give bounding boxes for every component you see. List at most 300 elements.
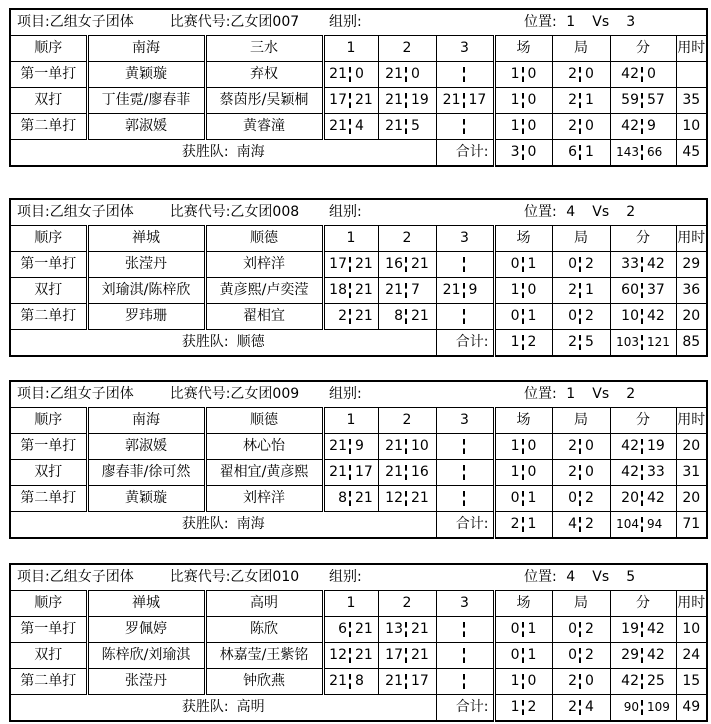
score-left: 18 [329, 282, 347, 298]
score-left: 17 [329, 92, 347, 108]
table-row [10, 460, 707, 486]
score-right: 21 [411, 308, 429, 324]
score-left: 8 [394, 308, 403, 324]
col-team-a: 南海 [87, 408, 205, 434]
score-left: 2 [568, 118, 577, 134]
score-right: 0 [527, 144, 537, 160]
position-cell [494, 564, 707, 591]
score-pair [379, 486, 436, 511]
column-header-row [10, 36, 707, 62]
row-player-b: 刘梓洋 [205, 252, 323, 278]
score-left: 6 [338, 621, 347, 637]
score-right: 42 [647, 308, 665, 324]
total-label: 合计: [436, 512, 494, 539]
row-field [494, 617, 552, 643]
winner-team: 南海 [236, 144, 265, 160]
row-field [494, 434, 552, 460]
col-game-3: 3 [436, 408, 494, 434]
score-pair [379, 304, 436, 329]
score-right: 0 [527, 464, 537, 480]
total-points [610, 140, 676, 167]
score-right: 21 [355, 256, 373, 272]
row-field [494, 114, 552, 140]
score-pair [325, 486, 378, 511]
col-team-b: 顺德 [205, 408, 323, 434]
winner-cell [10, 330, 436, 357]
position-cell [494, 381, 707, 408]
score-pair [325, 278, 378, 303]
score-pair [496, 330, 552, 355]
score-pair [611, 62, 676, 87]
position-b: 5 [626, 569, 636, 585]
row-player-b: 林心怡 [205, 434, 323, 460]
score-right: 0 [527, 118, 537, 134]
row-field [494, 460, 552, 486]
score-right: 21 [355, 308, 373, 324]
score-left: 1 [510, 438, 520, 454]
row-game-2 [378, 252, 436, 278]
score-left: 21 [385, 673, 403, 689]
score-separator [463, 257, 467, 272]
score-right: 42 [647, 256, 665, 272]
score-pair [496, 460, 552, 485]
score-right: 4 [585, 699, 594, 715]
score-right: 9 [355, 438, 364, 454]
row-games [552, 304, 610, 330]
score-separator [463, 309, 467, 324]
row-player-a: 张滢丹 [87, 252, 205, 278]
score-pair [496, 62, 552, 87]
row-order: 第二单打 [10, 486, 87, 512]
vs-label: Vs [592, 14, 610, 30]
score-pair [611, 434, 676, 459]
score-pair [553, 114, 610, 139]
row-player-b: 林嘉莹/王紫铭 [205, 643, 323, 669]
group-cell [323, 9, 494, 36]
score-right: 1 [585, 144, 594, 160]
table-row [10, 617, 707, 643]
score-left: 33 [621, 256, 639, 272]
score-right: 42 [647, 490, 665, 506]
match-code: 比赛代号:乙女团008 [169, 204, 300, 220]
score-pair [553, 434, 610, 459]
score-left: 19 [621, 621, 639, 637]
col-games: 局 [552, 591, 610, 617]
row-time: 20 [676, 434, 707, 460]
col-game-2: 2 [378, 226, 436, 252]
score-pair [611, 114, 676, 139]
total-time: 71 [676, 512, 707, 539]
winner-cell [10, 512, 436, 539]
score-pair [437, 278, 493, 303]
score-separator [463, 674, 467, 689]
score-pair [437, 643, 493, 668]
col-game-3: 3 [436, 591, 494, 617]
score-right: 21 [355, 282, 373, 298]
row-game-2 [378, 486, 436, 512]
score-left: 6 [568, 144, 577, 160]
score-right: 1 [527, 308, 537, 324]
col-field: 场 [494, 226, 552, 252]
score-right: 37 [647, 282, 665, 298]
score-right: 10 [411, 438, 429, 454]
score-pair [611, 304, 676, 329]
total-row [10, 140, 707, 167]
score-right: 1 [527, 516, 537, 532]
score-right: 21 [355, 92, 373, 108]
row-player-b: 刘梓洋 [205, 486, 323, 512]
col-game-1: 1 [323, 226, 378, 252]
total-field [494, 140, 552, 167]
row-order: 第二单打 [10, 114, 87, 140]
row-games [552, 460, 610, 486]
score-right: 21 [411, 490, 429, 506]
row-time: 15 [676, 669, 707, 695]
score-right: 21 [411, 256, 429, 272]
score-left: 10 [621, 308, 639, 324]
score-left: 143 [616, 145, 639, 159]
col-team-a: 禅城 [87, 591, 205, 617]
row-time: 31 [676, 460, 707, 486]
project-code-cell [10, 9, 323, 36]
row-player-b: 黄彦熙/卢奕滢 [205, 278, 323, 304]
row-game-1 [323, 669, 378, 695]
row-games [552, 114, 610, 140]
score-pair [437, 88, 493, 113]
row-time: 20 [676, 304, 707, 330]
row-game-1 [323, 278, 378, 304]
score-pair [553, 62, 610, 87]
score-right: 5 [411, 118, 420, 134]
score-pair [496, 643, 552, 668]
row-games [552, 617, 610, 643]
row-game-3 [436, 434, 494, 460]
total-field [494, 695, 552, 722]
row-player-a: 罗玮珊 [87, 304, 205, 330]
score-separator [463, 119, 467, 134]
score-left: 2 [568, 699, 577, 715]
col-field: 场 [494, 591, 552, 617]
row-time: 29 [676, 252, 707, 278]
col-time: 用时 [676, 591, 707, 617]
score-right: 109 [647, 700, 670, 714]
score-left: 0 [510, 256, 520, 272]
score-pair [611, 695, 676, 720]
score-right: 0 [585, 438, 594, 454]
score-right: 19 [411, 92, 429, 108]
row-game-3 [436, 252, 494, 278]
score-pair [496, 512, 552, 537]
score-left: 90 [623, 700, 639, 714]
row-order: 第一单打 [10, 62, 87, 88]
row-games [552, 278, 610, 304]
score-right: 4 [355, 118, 364, 134]
score-pair [325, 114, 378, 139]
score-left: 21 [442, 92, 461, 108]
score-pair [553, 252, 610, 277]
score-left: 59 [621, 92, 639, 108]
col-game-2: 2 [378, 591, 436, 617]
score-pair [496, 140, 552, 165]
score-left: 21 [385, 282, 403, 298]
row-time: 10 [676, 617, 707, 643]
group-label: 组别: [329, 14, 362, 30]
row-points [610, 486, 676, 512]
row-time: 24 [676, 643, 707, 669]
total-games [552, 140, 610, 167]
score-pair [611, 460, 676, 485]
score-left: 0 [510, 490, 520, 506]
row-order: 第一单打 [10, 252, 87, 278]
score-pair [553, 695, 610, 720]
row-game-3 [436, 643, 494, 669]
row-game-2 [378, 643, 436, 669]
row-player-b: 弃权 [205, 62, 323, 88]
col-order: 顺序 [10, 408, 87, 434]
score-pair [437, 114, 493, 139]
match-header-row [10, 381, 707, 408]
score-pair [611, 617, 676, 642]
score-left: 21 [385, 92, 403, 108]
row-order: 第一单打 [10, 434, 87, 460]
score-separator [463, 622, 467, 637]
score-right: 0 [527, 673, 537, 689]
row-player-a: 黄颖璇 [87, 486, 205, 512]
score-left: 2 [568, 282, 577, 298]
score-left: 21 [442, 282, 461, 298]
score-pair [553, 278, 610, 303]
score-right: 9 [647, 118, 656, 134]
match-table [9, 8, 708, 167]
score-pair [325, 617, 378, 642]
vs-label: Vs [592, 204, 610, 220]
total-label: 合计: [436, 695, 494, 722]
col-field: 场 [494, 36, 552, 62]
score-left: 12 [329, 647, 347, 663]
col-team-a: 禅城 [87, 226, 205, 252]
winner-label: 获胜队: [181, 699, 229, 715]
winner-team: 顺德 [236, 334, 265, 350]
score-left: 2 [510, 516, 520, 532]
row-field [494, 278, 552, 304]
table-row [10, 304, 707, 330]
match-code: 比赛代号:乙女团007 [169, 14, 300, 30]
total-games [552, 330, 610, 357]
score-pair [325, 460, 378, 485]
match-sheet [9, 563, 706, 722]
row-games [552, 62, 610, 88]
score-left: 42 [621, 464, 639, 480]
row-game-2 [378, 304, 436, 330]
row-game-3 [436, 88, 494, 114]
winner-label: 获胜队: [181, 516, 229, 532]
score-right: 25 [647, 673, 665, 689]
row-game-2 [378, 114, 436, 140]
score-pair [379, 114, 436, 139]
row-game-2 [378, 669, 436, 695]
score-right: 9 [468, 282, 478, 298]
col-points: 分 [610, 36, 676, 62]
position-label: 位置: [524, 386, 557, 402]
row-games [552, 643, 610, 669]
score-separator [463, 67, 467, 82]
match-header-row [10, 199, 707, 226]
row-player-a: 罗佩婷 [87, 617, 205, 643]
row-time: 10 [676, 114, 707, 140]
score-left: 2 [568, 92, 577, 108]
match-sheet [9, 380, 706, 539]
score-right: 66 [647, 145, 663, 159]
row-field [494, 304, 552, 330]
row-field [494, 62, 552, 88]
score-pair [496, 252, 552, 277]
row-player-b: 蔡茵彤/吴颖桐 [205, 88, 323, 114]
col-team-b: 三水 [205, 36, 323, 62]
col-team-b: 顺德 [205, 226, 323, 252]
score-pair [553, 88, 610, 113]
position-label: 位置: [524, 569, 557, 585]
col-game-1: 1 [323, 36, 378, 62]
total-field [494, 512, 552, 539]
score-pair [379, 252, 436, 277]
total-field [494, 330, 552, 357]
total-time: 45 [676, 140, 707, 167]
score-pair [611, 140, 676, 165]
table-row [10, 114, 707, 140]
col-games: 局 [552, 408, 610, 434]
score-left: 0 [510, 308, 520, 324]
row-games [552, 486, 610, 512]
score-right: 5 [585, 334, 594, 350]
row-player-a: 廖春菲/徐可然 [87, 460, 205, 486]
column-header-row [10, 591, 707, 617]
winner-team: 高明 [236, 699, 265, 715]
row-game-2 [378, 62, 436, 88]
row-order: 双打 [10, 643, 87, 669]
col-time: 用时 [676, 408, 707, 434]
row-game-2 [378, 434, 436, 460]
score-right: 57 [647, 92, 665, 108]
row-game-2 [378, 460, 436, 486]
col-games: 局 [552, 226, 610, 252]
row-player-b: 翟相宜 [205, 304, 323, 330]
position-cell [494, 199, 707, 226]
score-pair [325, 643, 378, 668]
project-code-cell [10, 564, 323, 591]
total-points [610, 330, 676, 357]
score-right: 1 [527, 256, 537, 272]
table-row [10, 278, 707, 304]
score-right: 7 [411, 282, 420, 298]
score-left: 1 [510, 673, 520, 689]
score-pair [325, 88, 378, 113]
score-pair [611, 669, 676, 694]
table-row [10, 62, 707, 88]
col-order: 顺序 [10, 36, 87, 62]
score-left: 0 [568, 256, 577, 272]
col-order: 顺序 [10, 591, 87, 617]
row-game-1 [323, 304, 378, 330]
score-left: 21 [329, 464, 347, 480]
score-pair [611, 330, 676, 355]
score-pair [553, 512, 610, 537]
row-points [610, 304, 676, 330]
row-game-3 [436, 304, 494, 330]
score-right: 0 [585, 66, 594, 82]
position-a: 4 [566, 569, 576, 585]
col-field: 场 [494, 408, 552, 434]
score-right: 0 [647, 66, 656, 82]
score-pair [553, 643, 610, 668]
row-game-2 [378, 617, 436, 643]
row-points [610, 434, 676, 460]
score-pair [553, 460, 610, 485]
total-row [10, 512, 707, 539]
row-game-2 [378, 88, 436, 114]
score-pair [379, 88, 436, 113]
row-points [610, 460, 676, 486]
score-pair [553, 486, 610, 511]
row-game-1 [323, 434, 378, 460]
score-pair [437, 434, 493, 459]
position-b: 2 [626, 204, 636, 220]
score-right: 19 [647, 438, 665, 454]
row-player-a: 丁佳霓/廖春菲 [87, 88, 205, 114]
score-pair [379, 62, 436, 87]
row-game-3 [436, 62, 494, 88]
score-left: 29 [621, 647, 639, 663]
row-time [676, 62, 707, 88]
score-left: 1 [510, 92, 520, 108]
score-right: 1 [585, 92, 594, 108]
score-right: 2 [585, 256, 594, 272]
col-game-2: 2 [378, 36, 436, 62]
match-sheet [9, 198, 706, 357]
score-left: 42 [621, 438, 639, 454]
col-game-2: 2 [378, 408, 436, 434]
score-pair [611, 643, 676, 668]
score-left: 42 [621, 118, 639, 134]
score-pair [496, 278, 552, 303]
winner-team: 南海 [236, 516, 265, 532]
score-left: 16 [385, 256, 403, 272]
score-left: 2 [568, 334, 577, 350]
score-right: 1 [585, 282, 594, 298]
score-left: 1 [510, 66, 520, 82]
score-left: 2 [568, 464, 577, 480]
total-time: 49 [676, 695, 707, 722]
total-label: 合计: [436, 330, 494, 357]
score-left: 1 [510, 334, 520, 350]
score-left: 1 [510, 118, 520, 134]
score-right: 0 [585, 464, 594, 480]
column-header-row [10, 226, 707, 252]
match-table [9, 198, 708, 357]
row-games [552, 252, 610, 278]
row-game-2 [378, 278, 436, 304]
col-points: 分 [610, 591, 676, 617]
score-right: 17 [411, 673, 429, 689]
row-points [610, 88, 676, 114]
score-left: 60 [621, 282, 639, 298]
score-pair [379, 617, 436, 642]
score-separator [463, 465, 467, 480]
score-left: 0 [568, 490, 577, 506]
score-right: 21 [355, 647, 373, 663]
row-player-b: 钟欣燕 [205, 669, 323, 695]
row-game-1 [323, 617, 378, 643]
score-left: 2 [338, 308, 347, 324]
